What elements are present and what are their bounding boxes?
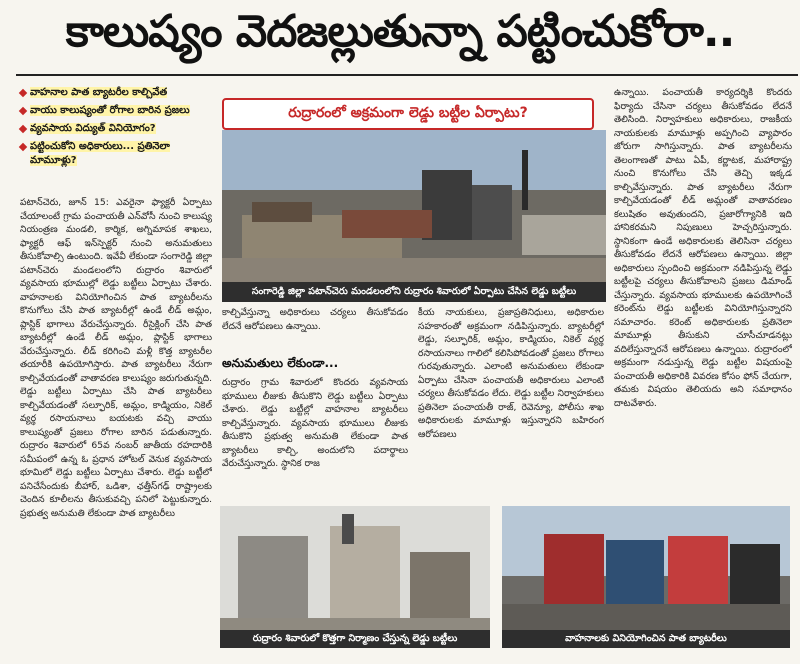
bullet-item: వ్యవసాయ విద్యుత్ వినియోగం? xyxy=(20,122,210,136)
bottom-right-caption: వాహనాలకు వినియోగించిన పాత బ్యాటరీలు xyxy=(502,630,790,648)
bottom-left-photo xyxy=(220,506,490,630)
top-photo-caption: సంగారెడ్డి జిల్లా పటాన్‌చెరు మండలంలోని రుద్రారం శివారులో ఏర్పాటు చేసిన లెడ్డు బట్టీలు xyxy=(222,282,606,302)
column-1: పటాన్‌చెరు, జూన్ 15: ఎవరైనా ఫ్యాక్టరీ ఏర్పాటు చేయాలంటే గ్రామ పంచాయతీ ఎన్‌వోసీ నుంచి కాలుష్య నియంత్రణ మండలి, కార్మిక, అగ్నిమాపక శాఖలు, ఫ్యాక్టరీ ఆఫ్ ఇన్‌స్పెక్టర్ నుంచి అనుమతులు తీసుకోవాల్సి ఉంటుంది. ఇవేవీ లేకుండా సంగారెడ్డి జిల్లా పటాన్‌చెరు మండలంలోని రుద్రారం శివారులో వ్యవసాయ భూముల్లో లెడ్డు బట్టీలు ఏర్పాటు చేశారు. వాహనాలకు వినియోగించిన పాత బ్యాటరీలను కొనుగోలు చేసి పాత బ్యాటరీల్లో ఉండే లీడ్ అమ్లం, ప్లాస్టిక్ భాగాలు వేరుచేస్తున్నారు. రీసైక్లింగ్ చేసి పాత బ్యాటరీల్లో ఉండే లీడ్ అమ్లం, ప్లాస్టిక్ భాగాలు వేరుచేస్తున్నారు. లీడ్ కరిగించి మళ్లీ కొత్త బ్యాటరీల తయారీకి ఉపయోగిస్తారు. పాత బ్యాటరీలు నేరుగా కాల్చివేయడంతో వాతావరణ కాలుష్యం జరుగుతున్నది. లెడ్డు బట్టీలు ఏర్పాటు చేసి పాత బ్యాటరీలు కాల్చివేయడంతో సల్ఫూరిక్, అమ్లం, కాడ్మియం, నికెల్ వ్యర్థ రసాయనాలు బయటకు వచ్చి వాయు కాలుష్యంతో ప్రజలు రోగాల బారిన పడుతున్నారు. రుద్రారం శివారులో 65వ నంబర్ జాతీయ రహదారికి సమీపంలో ఉన్న ఓ ప్రధాన హోటల్ వెనుక వ్యవసాయ భూమిలో లెడ్డు బట్టీలు ఏర్పాటు చేశారు. లెడ్డు బట్టీలో పనిచేసేందుకు బీహార్, ఒడిశా, ఛత్తీస్‌గఢ్ రాష్ట్రాలకు చెందిన కూలీలను తీసుకువచ్చి పనిలో పెట్టుకున్నారు. ప్రభుత్వ అనుమతి లేకుండా పాత బ్యాటరీలు xyxy=(20,197,212,519)
column-2-intro: కాల్చివేస్తున్నా అధికారులు చర్యలు తీసుకోవడం లేదనే ఆరోపణలు ఉన్నాయి. xyxy=(222,307,408,332)
headline: కాలుష్యం వెదజల్లుతున్నా పట్టించుకోరా.. xyxy=(65,6,735,57)
column-3: కీయ నాయకులు, ప్రజాప్రతినిధులు, అధికారుల సహకారంతో అక్రమంగా నడిపిస్తున్నారు. బ్యాటరీల్లో లెడ్డు, సల్ఫూరిక్, అమ్లం, కాడ్మియం, నికెల్ వ్యర్థ రసాయనాలు గాలిలో కలిసిపోవడంతో ప్రజలు రోగాలు గురవుతున్నారు. ఎలాంటి అనుమతులు లేకుండా ఏర్పాటు చేసినా పంచాయతీ అధికారులు ఎలాంటి చర్యలు తీసుకోవడం లేదు. లెడ్డు బట్టీల నిర్వాహకులు ప్రతినెలా పంచాయతీ రాజ్, రెవెన్యూ, పోలీసు శాఖ అధికారులకు మామూళ్లు ఇస్తున్నారని బహిరంగ ఆరోపణలు xyxy=(418,307,604,440)
bullet-item: వాయు కాలుష్యంతో రోగాల బారిన ప్రజలు xyxy=(20,104,210,118)
top-photo xyxy=(222,130,606,282)
bullet-item: వాహనాల పాత బ్యాటరీల కాల్చివేత xyxy=(20,86,210,100)
column-4: ఉన్నాయి. పంచాయతీ కార్యదర్శికి కొందరు ఫిర్యాదు చేసినా చర్యలు తీసుకోవడం లేదనే తెలిసింది. నిర్వాహకులు అధికారులు, రాజకీయ నాయకులకు మామూళ్లు అప్పగించి వ్యాపారం జోరుగా సాగిస్తున్నారు. పాత బ్యాటరీలను తెలంగాణతో పాటు ఏపీ, కర్ణాటక, మహారాష్ట్ర నుంచి కొనుగోలు చేసి తెచ్చి ఇక్కడ కాల్చివేస్తున్నారు. పాత బ్యాటరీలు నేరుగా కాల్చివేయడంతో లీడ్ అమ్లంతో వాతావరణం కలుషితం అవుతుందని, ప్రజారోగ్యానికి ఇది హానికరమని నిపుణులు హెచ్చరిస్తున్నారు. స్థానికంగా ఉండే అధికారులకు తెలిసినా చర్యలు తీసుకోవడం లేదనే ఆరోపణలు ఉన్నాయి. జిల్లా అధికారులు స్పందించి అక్రమంగా నడిపిస్తున్న లెడ్డు బట్టీలపై చర్యలు తీసుకోవాలని ప్రజలు డిమాండ్ చేస్తున్నారు. వ్యవసాయ భూములకు ఉపయోగించే కరెంట్‌ను లెడ్డు బట్టీలకు వినియోగిస్తున్నారని సమాచారం. కరెంట్ అధికారులకు ప్రతినెలా మామూళ్లు తీసుకుని చూసీచూడనట్లు వదిలేస్తున్నారనే ఆరోపణలు ఉన్నాయి. రుద్రారంలో అక్రమంగా నడుస్తున్న లెడ్డు బట్టీల విషయంపై పంచాయతీ అధికారికి వివరణ కోసం ఫోన్ చేయగా, తమకు విషయం తెలియదు అని సమాధానం దాటవేశారు. xyxy=(614,87,792,409)
headline-rule xyxy=(16,74,798,76)
bullet-item: పట్టించుకోని అధికారులు... ప్రతినెలా మామూళ్లు? xyxy=(20,140,210,168)
bottom-right-photo xyxy=(502,506,790,630)
section-heading: అనుమతులు లేకుండా... xyxy=(222,356,339,370)
subhead: రుద్రారంలో అక్రమంగా లెడ్డు బట్టీల ఏర్పాటు? xyxy=(222,98,594,130)
bullet-list xyxy=(20,86,210,172)
column-2-body: రుద్రారం గ్రామ శివారులో కొందరు వ్యవసాయ భూములు లీజుకు తీసుకొని లెడ్డు బట్టీలు ఏర్పాటు చేశారు. లెడ్డు బట్టీల్లో వాహనాల బ్యాటరీలు కాల్చివేస్తున్నారు. వ్యవసాయ భూములు లీజుకు తీసుకొని ప్రభుత్వ అనుమతి లేకుండా పాత బ్యాటరీలు కాల్చి, అందులోని పదార్థాలు వేరుచేస్తున్నారు. స్థానిక రాజ xyxy=(222,377,408,469)
bottom-left-caption: రుద్రారం శివారులో కొత్తగా నిర్మాణం చేస్తున్న లెడ్డు బట్టీలు xyxy=(220,630,490,648)
